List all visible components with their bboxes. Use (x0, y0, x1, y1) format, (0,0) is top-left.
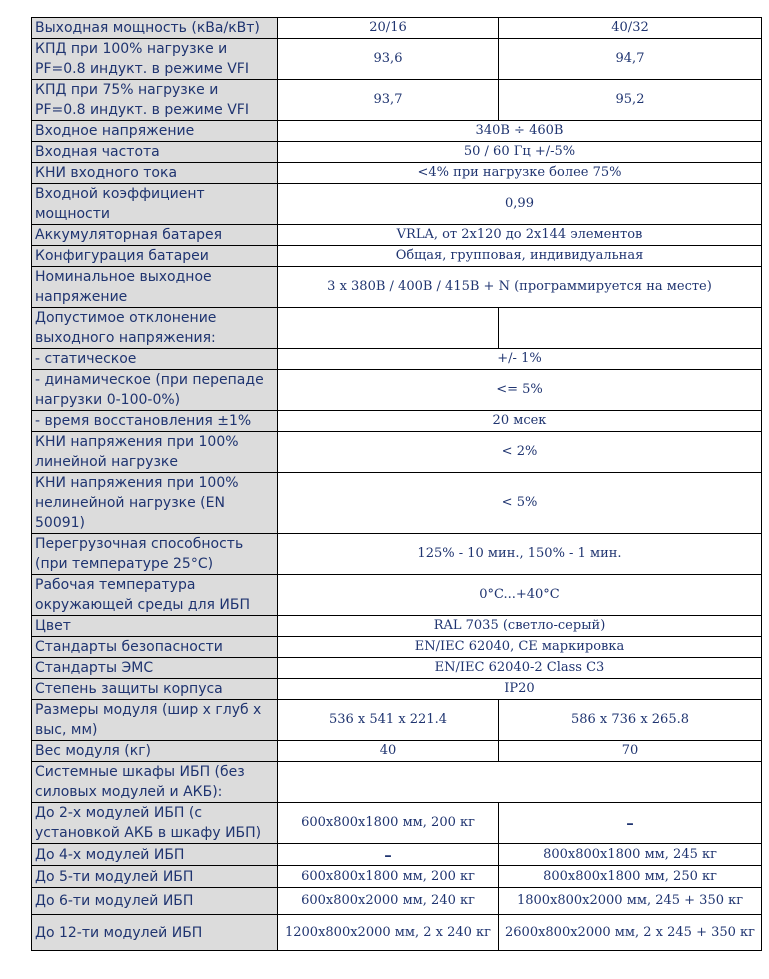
value-cell: IP20 (278, 679, 762, 700)
row-label: КНИ входного тока (32, 163, 278, 184)
value-cell: 94,7 (499, 39, 762, 80)
row-label: Степень защиты корпуса (32, 679, 278, 700)
value-cell: 600x800x1800 мм, 200 кг (278, 803, 499, 844)
value-cell: 95,2 (499, 80, 762, 121)
value-cell: – (499, 803, 762, 844)
value-cell: Общая, групповая, индивидуальная (278, 246, 762, 267)
value-cell: RAL 7035 (светло-серый) (278, 616, 762, 637)
row-label: До 12-ти модулей ИБП (32, 915, 278, 951)
table-row (32, 700, 762, 741)
row-label: Стандарты ЭМС (32, 658, 278, 679)
table-row (32, 575, 762, 616)
value-cell: +/- 1% (278, 349, 762, 370)
value-cell: 1200x800x2000 мм, 2 х 240 кг (278, 915, 499, 951)
row-label: - время восстановления ±1% (32, 411, 278, 432)
value-cell: 586 x 736 x 265.8 (499, 700, 762, 741)
row-label: Допустимое отклонение выходного напряжения: (32, 308, 278, 349)
value-cell: 93,7 (278, 80, 499, 121)
value-cell: 2600x800x2000 мм, 2 х 245 + 350 кг (499, 915, 762, 951)
table-row (32, 18, 762, 39)
row-label: Вес модуля (кг) (32, 741, 278, 762)
value-cell: EN/IEC 62040-2 Class C3 (278, 658, 762, 679)
row-label: До 2-х модулей ИБП (с установкой АКБ в шкафу ИБП) (32, 803, 278, 844)
table-row (32, 80, 762, 121)
value-cell: 20/16 (278, 18, 499, 39)
table-row (32, 915, 762, 951)
table-row (32, 142, 762, 163)
table-row (32, 658, 762, 679)
row-label: Выходная мощность (кВа/кВт) (32, 18, 278, 39)
row-label: КНИ напряжения при 100% нелинейной нагрузке (EN 50091) (32, 473, 278, 534)
value-cell: 1800x800x2000 мм, 245 + 350 кг (499, 888, 762, 915)
row-label: КПД при 75% нагрузке и PF=0.8 индукт. в режиме VFI (32, 80, 278, 121)
table-row (32, 534, 762, 575)
table-row (32, 225, 762, 246)
table-row (32, 267, 762, 308)
ups-spec-table (31, 17, 762, 951)
value-cell: 600x800x2000 мм, 240 кг (278, 888, 499, 915)
value-cell: 70 (499, 741, 762, 762)
table-row (32, 432, 762, 473)
value-cell: 20 мсек (278, 411, 762, 432)
value-cell: 93,6 (278, 39, 499, 80)
row-label: Цвет (32, 616, 278, 637)
row-label: Номинальное выходное напряжение (32, 267, 278, 308)
value-cell: 0,99 (278, 184, 762, 225)
row-label: Размеры модуля (шир х глуб х выс, мм) (32, 700, 278, 741)
value-cell: 800x800x1800 мм, 250 кг (499, 866, 762, 888)
table-row (32, 370, 762, 411)
table-row (32, 679, 762, 700)
table-row (32, 616, 762, 637)
table-row (32, 163, 762, 184)
row-label: - статическое (32, 349, 278, 370)
value-cell: 0°C...+40°C (278, 575, 762, 616)
value-cell: 600x800x1800 мм, 200 кг (278, 866, 499, 888)
row-label: Входной коэффициент мощности (32, 184, 278, 225)
row-label: - динамическое (при перепаде нагрузки 0-100-0%) (32, 370, 278, 411)
row-label: До 6-ти модулей ИБП (32, 888, 278, 915)
row-label: Входная частота (32, 142, 278, 163)
value-cell: < 5% (278, 473, 762, 534)
table-row (32, 39, 762, 80)
value-cell: – (278, 844, 499, 866)
table-row (32, 803, 762, 844)
table-row (32, 473, 762, 534)
value-cell (499, 308, 762, 349)
row-label: Системные шкафы ИБП (без силовых модулей и АКБ): (32, 762, 278, 803)
row-label: До 5-ти модулей ИБП (32, 866, 278, 888)
row-label: Стандарты безопасности (32, 637, 278, 658)
table-row (32, 844, 762, 866)
value-cell: VRLA, от 2x120 до 2x144 элементов (278, 225, 762, 246)
table-row (32, 349, 762, 370)
row-label: Конфигурация батареи (32, 246, 278, 267)
table-row (32, 637, 762, 658)
row-label: КНИ напряжения при 100% линейной нагрузке (32, 432, 278, 473)
table-row (32, 762, 762, 803)
value-cell: 800x800x1800 мм, 245 кг (499, 844, 762, 866)
value-cell: 40/32 (499, 18, 762, 39)
table-row (32, 741, 762, 762)
table-row (32, 888, 762, 915)
row-label: Рабочая температура окружающей среды для ИБП (32, 575, 278, 616)
table-row (32, 184, 762, 225)
value-cell (278, 308, 499, 349)
value-cell: <= 5% (278, 370, 762, 411)
table-row (32, 866, 762, 888)
row-label: КПД при 100% нагрузке и PF=0.8 индукт. в режиме VFI (32, 39, 278, 80)
value-cell: EN/IEC 62040, CE маркировка (278, 637, 762, 658)
value-cell: 50 / 60 Гц +/-5% (278, 142, 762, 163)
row-label: Перегрузочная способность (при температуре 25°C) (32, 534, 278, 575)
value-cell: 40 (278, 741, 499, 762)
table-row (32, 246, 762, 267)
value-cell: 3 x 380В / 400В / 415В + N (программируется на месте) (278, 267, 762, 308)
value-cell: 125% - 10 мин., 150% - 1 мин. (278, 534, 762, 575)
table-row (32, 308, 762, 349)
value-cell: 536 x 541 x 221.4 (278, 700, 499, 741)
row-label: Аккумуляторная батарея (32, 225, 278, 246)
value-cell (278, 762, 762, 803)
value-cell: 340В ÷ 460В (278, 121, 762, 142)
row-label: До 4-х модулей ИБП (32, 844, 278, 866)
value-cell: <4% при нагрузке более 75% (278, 163, 762, 184)
value-cell: < 2% (278, 432, 762, 473)
row-label: Входное напряжение (32, 121, 278, 142)
table-row (32, 121, 762, 142)
table-row (32, 411, 762, 432)
